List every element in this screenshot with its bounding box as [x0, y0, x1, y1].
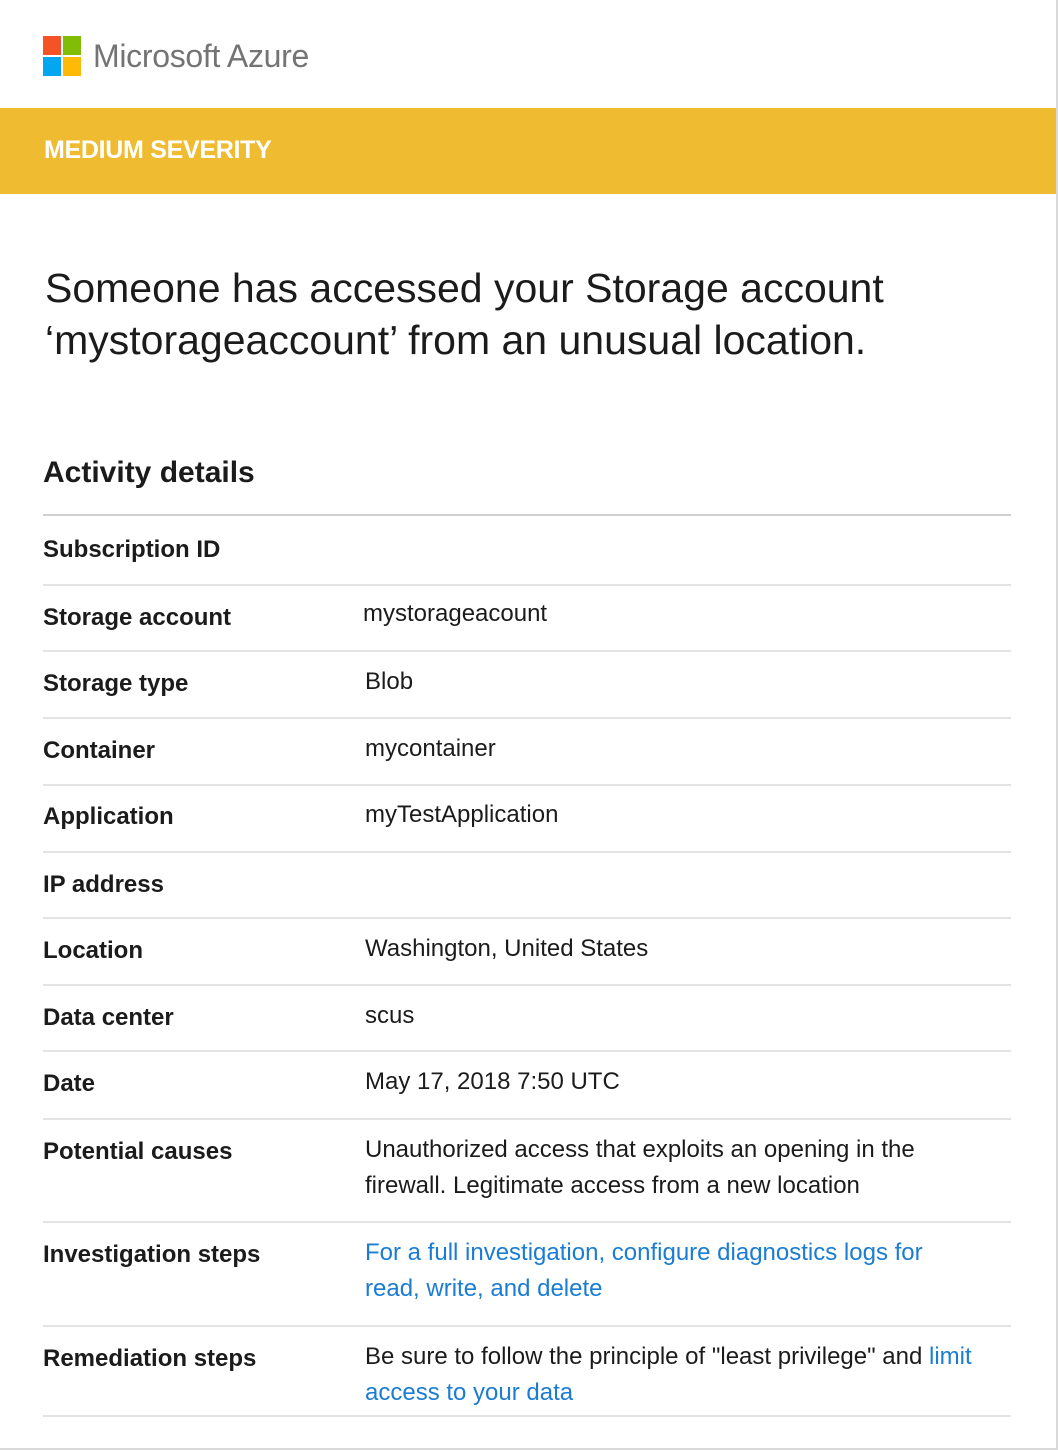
row-label: Subscription ID: [43, 536, 221, 563]
row-label: Date: [43, 1070, 96, 1097]
row-value: [365, 1235, 975, 1307]
configure-diagnostics-link[interactable]: For a full investigation, configure diagnostics logs for read, write, and delete: [365, 1239, 923, 1302]
table-row-potential-causes: [43, 1120, 1011, 1223]
row-label: Remediation steps: [43, 1345, 257, 1372]
row-label: Location: [43, 937, 143, 964]
activity-details-title: Activity details: [43, 456, 255, 489]
row-label: IP address: [43, 871, 164, 898]
table-row-storage-account: [43, 586, 1011, 652]
severity-label: MEDIUM SEVERITY: [44, 136, 272, 164]
table-row-subscription-id: [43, 516, 1011, 586]
row-label: Application: [43, 803, 174, 830]
remediation-text: Be sure to follow the principle of "least privilege" and: [365, 1343, 930, 1370]
row-value: Unauthorized access that exploits an opening in the firewall. Legitimate access from a new location: [365, 1136, 915, 1199]
brand-name: Microsoft Azure: [93, 37, 310, 74]
table-row-location: [43, 919, 1011, 986]
microsoft-logo-icon: [43, 36, 81, 76]
alert-headline: Someone has accessed your Storage account ‘mystorageaccount’ from an unusual location.: [45, 265, 884, 363]
row-value: mystorageacount: [363, 600, 548, 627]
brand-header: [43, 36, 309, 76]
row-label: Container: [43, 737, 156, 764]
activity-details-table: [43, 514, 1011, 1417]
row-label: Investigation steps: [43, 1241, 261, 1268]
table-row-data-center: [43, 986, 1011, 1052]
table-row-storage-type: [43, 652, 1011, 719]
table-row-date: [43, 1052, 1011, 1120]
limit-access-link[interactable]: limit access to your data: [365, 1343, 972, 1406]
table-row-investigation-steps: [43, 1223, 1011, 1327]
row-label: Data center: [43, 1004, 174, 1031]
table-row-application: [43, 786, 1011, 853]
row-label: Storage account: [43, 604, 232, 631]
row-value: scus: [365, 1002, 415, 1029]
row-value: Washington, United States: [365, 935, 649, 962]
row-label: Storage type: [43, 670, 189, 697]
table-row-ip-address: [43, 853, 1011, 919]
row-value: Blob: [365, 668, 414, 695]
row-value: [365, 1339, 1015, 1411]
table-row-container: [43, 719, 1011, 786]
row-value: May 17, 2018 7:50 UTC: [365, 1068, 620, 1095]
table-row-remediation-steps: [43, 1327, 1011, 1417]
row-value: mycontainer: [365, 735, 496, 762]
row-value: myTestApplication: [365, 801, 559, 828]
row-label: Potential causes: [43, 1138, 233, 1165]
